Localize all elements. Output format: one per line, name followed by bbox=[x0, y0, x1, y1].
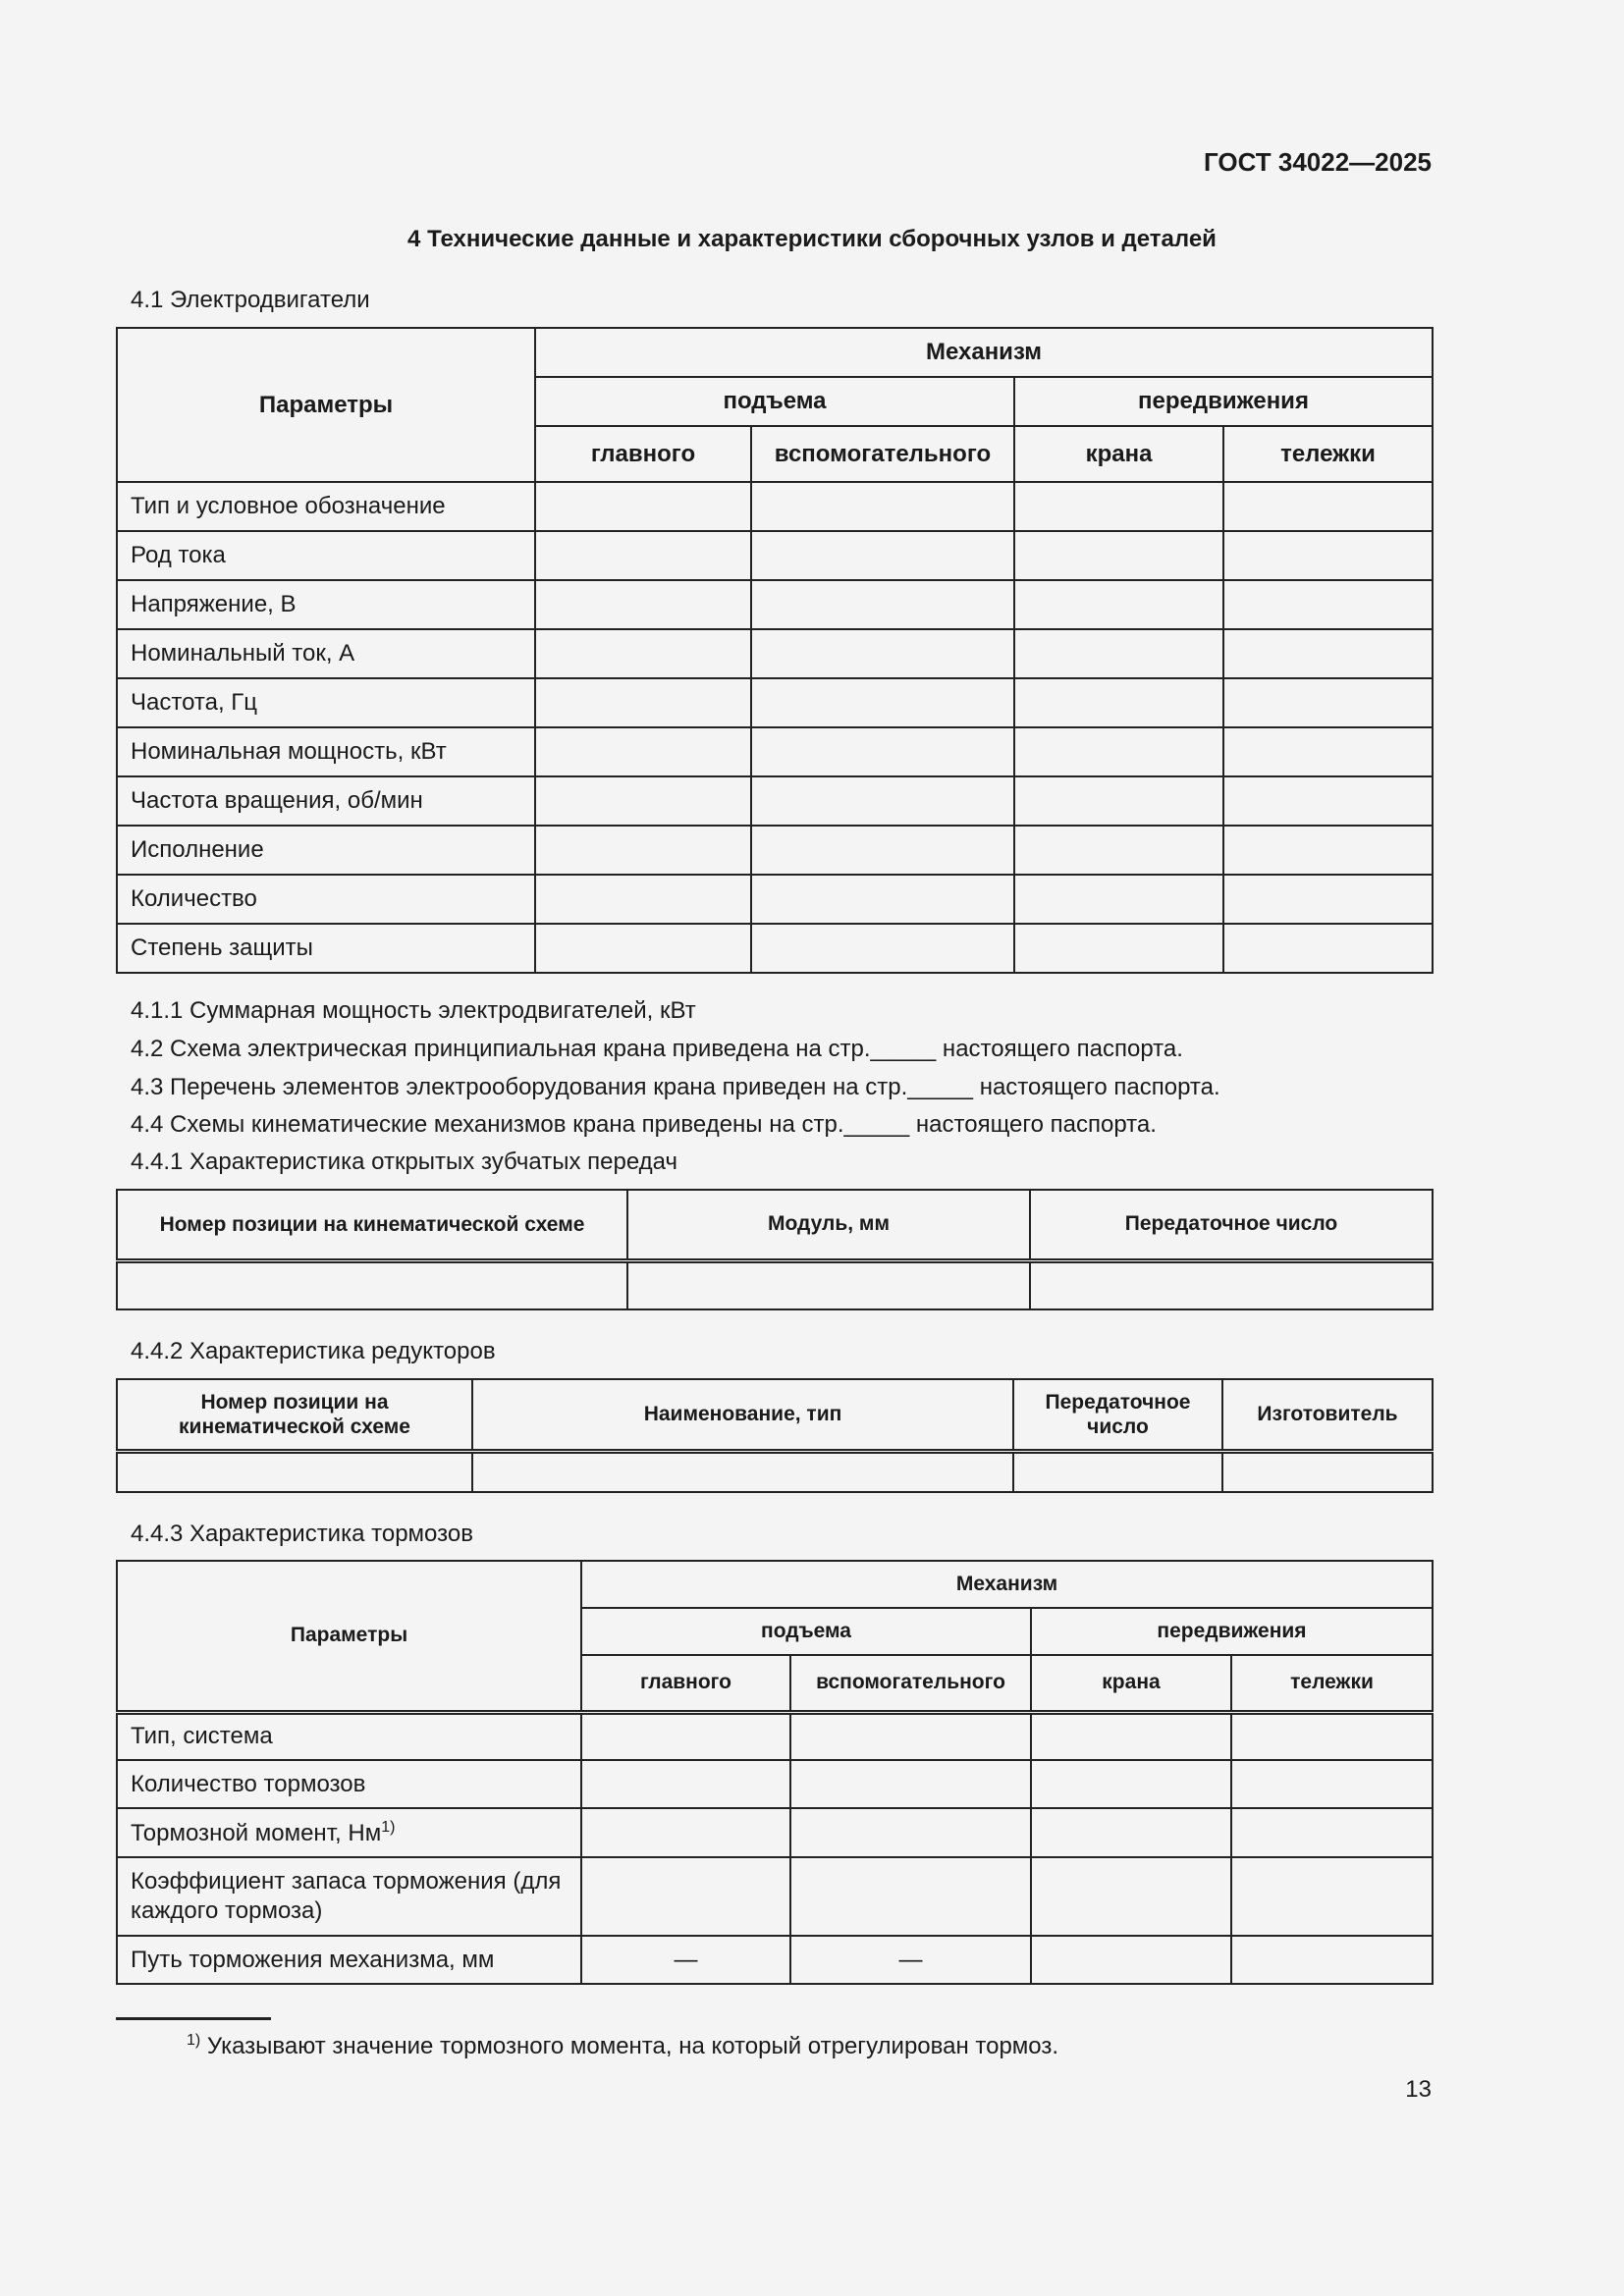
table-cell bbox=[1013, 1451, 1222, 1492]
table-cell bbox=[1223, 678, 1433, 727]
table-cell bbox=[1223, 482, 1433, 531]
table-cell bbox=[117, 1260, 627, 1309]
table-cell bbox=[581, 1857, 790, 1936]
row-label: Частота вращения, об/мин bbox=[117, 776, 535, 826]
document-number: ГОСТ 34022—2025 bbox=[1204, 147, 1432, 177]
params-header: Параметры bbox=[117, 1561, 581, 1712]
footnote bbox=[187, 2032, 1058, 2060]
table-cell bbox=[1014, 924, 1223, 973]
table-cell bbox=[1223, 875, 1433, 924]
footnote-divider bbox=[116, 2017, 271, 2020]
table-cell bbox=[1014, 776, 1223, 826]
table-cell bbox=[1223, 826, 1433, 875]
params-header: Параметры bbox=[117, 328, 535, 482]
table-cell bbox=[1223, 580, 1433, 629]
ratio-header: Передаточное число bbox=[1013, 1379, 1222, 1451]
table-cell bbox=[1014, 727, 1223, 776]
trolley-header: тележки bbox=[1223, 426, 1433, 482]
table-cell bbox=[790, 1857, 1031, 1936]
table-cell bbox=[1014, 826, 1223, 875]
table-cell bbox=[1223, 531, 1433, 580]
table-cell bbox=[472, 1451, 1013, 1492]
brake-torque-label: Тормозной момент, Нм bbox=[131, 1819, 382, 1846]
footnote-text: Указывают значение тормозного момента, на который отрегулирован тормоз. bbox=[206, 2033, 1059, 2059]
position-header: Номер позиции на кинематической схеме bbox=[117, 1190, 627, 1260]
ratio-header: Передаточное число bbox=[1030, 1190, 1433, 1260]
table-cell bbox=[1014, 875, 1223, 924]
table-cell bbox=[751, 924, 1014, 973]
main-header: главного bbox=[581, 1655, 790, 1712]
paragraph-4-1-1: 4.1.1 Суммарная мощность электродвигателей, кВт bbox=[131, 997, 696, 1024]
subsection-4-1-title: 4.1 Электродвигатели bbox=[131, 287, 370, 313]
table-cell bbox=[751, 776, 1014, 826]
reducers-table bbox=[116, 1378, 1434, 1493]
trolley-header: тележки bbox=[1231, 1655, 1433, 1712]
paragraph-4-4-2: 4.4.2 Характеристика редукторов bbox=[131, 1338, 496, 1364]
row-label: Исполнение bbox=[117, 826, 535, 875]
paragraph-4-4: 4.4 Схемы кинематические механизмов крана приведены на стр._____ настоящего паспорта. bbox=[131, 1111, 1157, 1138]
dash-cell: — bbox=[790, 1936, 1031, 1984]
dash-cell: — bbox=[581, 1936, 790, 1984]
row-label: Путь торможения механизма, мм bbox=[117, 1936, 581, 1984]
footnote-ref: 1) bbox=[381, 1818, 396, 1836]
table-cell bbox=[1014, 629, 1223, 678]
table-cell bbox=[1031, 1936, 1231, 1984]
table-cell bbox=[1031, 1760, 1231, 1808]
row-label: Тип и условное обозначение bbox=[117, 482, 535, 531]
table-cell bbox=[535, 678, 751, 727]
mechanism-header: Механизм bbox=[581, 1561, 1433, 1608]
row-label: Степень защиты bbox=[117, 924, 535, 973]
table-cell bbox=[1231, 1936, 1433, 1984]
table-cell bbox=[535, 482, 751, 531]
lifting-header: подъема bbox=[581, 1608, 1031, 1655]
table-cell bbox=[751, 531, 1014, 580]
name-type-header: Наименование, тип bbox=[472, 1379, 1013, 1451]
table-cell bbox=[1223, 727, 1433, 776]
table-cell bbox=[581, 1760, 790, 1808]
crane-header: крана bbox=[1031, 1655, 1231, 1712]
table-cell bbox=[751, 629, 1014, 678]
table-cell bbox=[535, 776, 751, 826]
aux-header: вспомогательного bbox=[790, 1655, 1031, 1712]
table-cell bbox=[581, 1712, 790, 1760]
main-header: главного bbox=[535, 426, 751, 482]
lifting-header: подъема bbox=[535, 377, 1014, 426]
table-cell bbox=[751, 875, 1014, 924]
module-header: Модуль, мм bbox=[627, 1190, 1030, 1260]
table-cell bbox=[535, 580, 751, 629]
brakes-table bbox=[116, 1560, 1434, 1985]
table-cell bbox=[627, 1260, 1030, 1309]
table-cell bbox=[535, 727, 751, 776]
row-label: Количество bbox=[117, 875, 535, 924]
paragraph-4-4-3: 4.4.3 Характеристика тормозов bbox=[131, 1521, 473, 1547]
table-cell bbox=[117, 1451, 472, 1492]
position-header: Номер позиции на кинематической схеме bbox=[117, 1379, 472, 1451]
row-label: Напряжение, В bbox=[117, 580, 535, 629]
crane-header: крана bbox=[1014, 426, 1223, 482]
table-cell bbox=[1231, 1808, 1433, 1857]
table-cell bbox=[751, 727, 1014, 776]
table-cell bbox=[790, 1808, 1031, 1857]
table-cell bbox=[535, 826, 751, 875]
aux-header: вспомогательного bbox=[751, 426, 1014, 482]
table-cell bbox=[790, 1760, 1031, 1808]
table-cell bbox=[581, 1808, 790, 1857]
table-cell bbox=[1014, 531, 1223, 580]
table-cell bbox=[1014, 678, 1223, 727]
manufacturer-header: Изготовитель bbox=[1222, 1379, 1433, 1451]
table-cell bbox=[1231, 1712, 1433, 1760]
travel-header: передвижения bbox=[1031, 1608, 1433, 1655]
table-cell bbox=[1014, 580, 1223, 629]
table-cell bbox=[535, 875, 751, 924]
paragraph-4-2: 4.2 Схема электрическая принципиальная крана приведена на стр._____ настоящего паспорта. bbox=[131, 1036, 1183, 1062]
table-cell bbox=[1031, 1712, 1231, 1760]
table-cell bbox=[1031, 1808, 1231, 1857]
table-cell bbox=[751, 580, 1014, 629]
table-cell bbox=[751, 826, 1014, 875]
row-label: Номинальный ток, А bbox=[117, 629, 535, 678]
table-cell bbox=[1014, 482, 1223, 531]
row-label: Коэффициент запаса торможения (для каждого тормоза) bbox=[117, 1857, 581, 1936]
page-number: 13 bbox=[1405, 2076, 1432, 2103]
table-cell bbox=[1223, 924, 1433, 973]
row-label: Количество тормозов bbox=[117, 1760, 581, 1808]
table-cell bbox=[751, 482, 1014, 531]
table-cell bbox=[535, 531, 751, 580]
section-title: 4 Технические данные и характеристики сборочных узлов и деталей bbox=[407, 226, 1217, 252]
table-cell bbox=[1031, 1857, 1231, 1936]
paragraph-4-3: 4.3 Перечень элементов электрооборудования крана приведен на стр._____ настоящего паспорта. bbox=[131, 1074, 1220, 1100]
mechanism-header: Механизм bbox=[535, 328, 1433, 377]
paragraph-4-4-1: 4.4.1 Характеристика открытых зубчатых передач bbox=[131, 1148, 677, 1175]
motors-table bbox=[116, 327, 1434, 974]
row-label: Тип, система bbox=[117, 1712, 581, 1760]
table-cell bbox=[751, 678, 1014, 727]
table-cell bbox=[1231, 1760, 1433, 1808]
table-cell bbox=[1222, 1451, 1433, 1492]
row-label: Род тока bbox=[117, 531, 535, 580]
row-label: Частота, Гц bbox=[117, 678, 535, 727]
row-label bbox=[117, 1808, 581, 1857]
table-cell bbox=[1231, 1857, 1433, 1936]
table-cell bbox=[535, 629, 751, 678]
table-cell bbox=[535, 924, 751, 973]
footnote-mark: 1) bbox=[187, 2032, 201, 2049]
gears-table bbox=[116, 1189, 1434, 1310]
travel-header: передвижения bbox=[1014, 377, 1433, 426]
table-cell bbox=[790, 1712, 1031, 1760]
table-cell bbox=[1223, 776, 1433, 826]
table-cell bbox=[1030, 1260, 1433, 1309]
row-label: Номинальная мощность, кВт bbox=[117, 727, 535, 776]
table-cell bbox=[1223, 629, 1433, 678]
